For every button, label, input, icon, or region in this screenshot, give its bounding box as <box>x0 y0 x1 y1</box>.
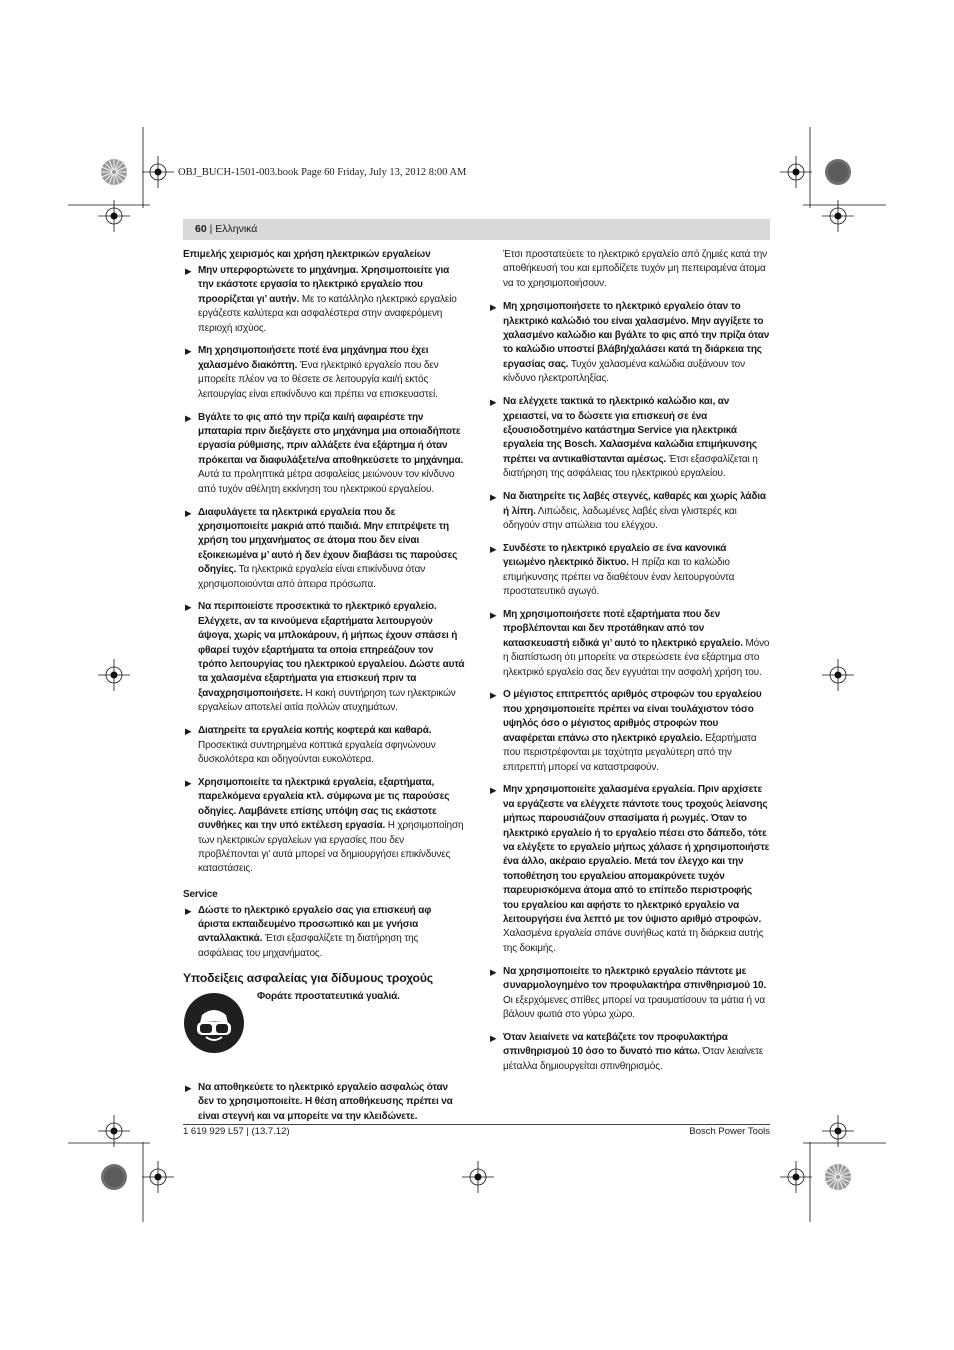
list-item <box>488 965 770 1023</box>
list-item <box>488 688 770 774</box>
bullet-icon: ▶ <box>490 492 497 503</box>
item-text: Η κακή συντήρηση των ηλεκτρικών εργαλείων αποτελεί αιτία πολλών ατυχημάτων. <box>198 687 456 714</box>
left-column <box>183 248 465 1132</box>
bullet-icon: ▶ <box>185 346 192 357</box>
page-number: 60 <box>195 223 207 235</box>
item-text: Εξαρτήματα που περιστρέφονται με ταχύτητα μεγαλύτερη από την επιτρεπτή μπορεί να καταστραφούν. <box>503 732 757 773</box>
right-column <box>488 248 770 1083</box>
bullet-icon: ▶ <box>185 602 192 613</box>
item-text: Προσεκτικά συντηρημένα κοπτικά εργαλεία σφηνώνουν δυσκολότερα και οδηγούνται ευκολότερα. <box>198 739 436 765</box>
item-text: Αυτά τα προληπτικά μέτρα ασφαλείας μειώνουν τον κίνδυνο από τυχόν αθέλητη εκκίνηση του ηλεκτρικού εργαλείου. <box>198 469 455 495</box>
safety-goggles-icon <box>184 993 244 1053</box>
item-text: Η χρησιμοποίηση των ηλεκτρικών εργαλείων για εργασίες που δεν προβλέπονται γι’ αυτά μπορεί να δημιουργήσει επικίνδυνες καταστάσεις. <box>198 820 464 875</box>
header-bar <box>183 219 770 240</box>
item-bold: Χρησιμοποιείτε τα ηλεκτρικά εργαλεία, εξαρτήματα, παρελκόμενα εργαλεία κτλ. σύμφωνα με τις παρούσες οδηγίες. Λαμβάνετε επίσης υπόψη σας τις εκάστοτε συνθήκες και την υπό εκτέλεση εργασία. <box>198 776 450 832</box>
item-bold: Ο μέγιστος επιτρεπτός αριθμός στροφών του εργαλείου που χρησιμοποιείτε πρέπει να είναι τουλάχιστον τόσο υψηλός όσο ο μέγιστος αριθμός στροφών που αναφέρεται επάνω στο ηλεκτρικό εργαλείο. <box>503 689 762 744</box>
item-bold: Να χρησιμοποιείτε το ηλεκτρικό εργαλείο πάντοτε με συναρμολογημένο τον προφυλακτήρα σπινθηρισμού 10. <box>503 965 767 992</box>
service-title: Service <box>183 888 218 900</box>
item-bold: Διαφυλάγετε τα ηλεκτρικά εργαλεία που δε χρησιμοποιείτε μακριά από παιδιά. Μην επιτρέψετε τη χρήση του μηχανήματος σε άτομα που δεν είναι εξοικειωμένα μ’ αυτό ή δεν έχουν διαβάσει τις παρούσες οδηγίες. <box>198 506 458 576</box>
item-bold: Μη χρησιμοποιήσετε ποτέ ένα μηχάνημα που έχει χαλασμένο διακόπτη. <box>198 345 429 371</box>
list-item <box>488 542 770 600</box>
item-text: Ένα ηλεκτρικό εργαλείο που δεν μπορείτε πλέον να το θέσετε σε λειτουργία και/ή εκτός λειτουργίας είναι επικίνδυνο και πρέπει να επισκευαστεί. <box>198 359 439 400</box>
bullet-icon: ▶ <box>490 690 497 701</box>
header-separator: | <box>206 223 216 235</box>
bullet-icon: ▶ <box>185 507 192 518</box>
list-item <box>488 300 770 386</box>
list-item <box>488 395 770 481</box>
list-item <box>183 600 465 715</box>
bullet-icon: ▶ <box>185 777 192 788</box>
item-bold: Να αποθηκεύετε το ηλεκτρικό εργαλείο ασφαλώς όταν δεν το χρησιμοποιείτε. Η θέση αποθήκευσης πρέπει να είναι στεγνή και να μπορείτε να την κλειδώνετε. <box>198 1081 453 1122</box>
item-text: Μόνο η διαπίστωση ότι μπορείτε να στερεώσετε ένα εξάρτημα στο ηλεκτρικό εργαλείο σας δεν εγγυάται την ασφαλή χρήση του. <box>503 637 770 678</box>
list-item <box>183 904 465 962</box>
item-text: Έτσι εξασφαλίζεται η διατήρηση της ασφάλειας του ηλεκτρικού εργαλείου. <box>503 453 758 480</box>
bullet-icon: ▶ <box>490 609 497 620</box>
bullet-icon: ▶ <box>185 265 192 276</box>
item-bold: Μη χρησιμοποιήσετε ποτέ εξαρτήματα που δεν προβλέπονται και δεν προτάθηκαν από τον κατασκευαστή ειδικά γι’ αυτό το ηλεκτρικό εργαλείο. <box>503 608 743 649</box>
list-item <box>488 1031 770 1074</box>
item-bold: Μη χρησιμοποιήσετε το ηλεκτρικό εργαλείο όταν το ηλεκτρικό καλώδιό του είναι χαλασμένο. Μην αγγίξετε το χαλασμένο καλώδιο και βγάλτε το φις από την πρίζα όταν το καλώδιο υποστεί βλάβη/χαλάσει κατά τη διάρκεια της εργασίας σας. <box>503 301 770 370</box>
bullet-icon: ▶ <box>185 905 192 916</box>
item-text: Με το κατάλληλο ηλεκτρικό εργαλείο εργάζεστε καλύτερα και ασφαλέστερα στην αναφερόμενη περιοχή ισχύος. <box>198 293 457 334</box>
footer-rule <box>183 1124 770 1125</box>
bullet-icon: ▶ <box>490 302 497 313</box>
print-info: OBJ_BUCH-1501-003.book Page 60 Friday, July 13, 2012 8:00 AM <box>178 167 467 178</box>
item-text: Χαλασμένα εργαλεία σπάνε συνήθως κατά τη διάρκεια αυτής της δοκιμής. <box>503 928 764 954</box>
item-bold: Να περιποιείστε προσεκτικά το ηλεκτρικό εργαλείο. Ελέγχετε, αν τα κινούμενα εξαρτήματα λειτουργούν άψογα, χωρίς να μπλοκάρουν, ή μήπως έχουν σπάσει ή φθαρεί τυχόν εξαρτήματα τα οποία επηρεάζουν τον τρόπο λειτουργίας του ηλεκτρικού εργαλείου. Δώστε αυτά τα χαλασμένα εξαρτήματα για επισκευή πριν τα ξαναχρησιμοποιήσετε. <box>198 601 465 699</box>
item-bold: Δώστε το ηλεκτρικό εργαλείο σας για επισκευή αφ άριστα εκπαιδευμένο προσωπικό και με γνήσια ανταλλακτικά. <box>198 904 432 945</box>
item-bold: Μην υπερφορτώνετε το μηχάνημα. Χρησιμοποιείτε για την εκάστοτε εργασία το ηλεκτρικό εργαλείο που προορίζεται γι’ αυτήν. <box>198 264 450 305</box>
item-text: Όταν λειαίνετε μέταλλα δημιουργείται σπινθηρισμός. <box>503 1046 764 1072</box>
item-bold: Να ελέγχετε τακτικά το ηλεκτρικό καλώδιο και, αν χρειαστεί, να το δώσετε για επισκευή σε ένα εξουσιοδοτημένο κατάστημα Service για ηλεκτρικά εργαλεία της Bosch. Χαλασμένα καλώδια επιμήκυνσης πρέπει να αντικαθίστανται αμέσως. <box>503 396 757 465</box>
bullet-icon: ▶ <box>185 412 192 423</box>
bullet-icon: ▶ <box>490 397 497 408</box>
safety-heading: Υποδείξεις ασφαλείας για δίδυμους τροχούς <box>183 971 433 986</box>
bullet-icon: ▶ <box>185 1082 192 1093</box>
bullet-icon: ▶ <box>490 1032 497 1043</box>
continuation-text: Έτσι προστατεύετε το ηλεκτρικό εργαλείο από ζημιές κατά την αποθήκευσή του και εμποδίζετε τυχόν μη πεπειραμένα άτομα να το χρησιμοποιήσουν. <box>503 249 767 289</box>
item-bold: Όταν λειαίνετε να κατεβάζετε τον προφυλακτήρα σπινθηρισμού 10 όσο το δυνατό πιο κάτω. <box>503 1031 728 1058</box>
bullet-icon: ▶ <box>490 785 497 796</box>
list-item <box>183 776 465 877</box>
list-item <box>183 411 465 497</box>
item-bold: Συνδέστε το ηλεκτρικό εργαλείο σε ένα κανονικά γειωμένο ηλεκτρικό δίκτυο. <box>503 542 727 569</box>
page-header <box>195 223 257 235</box>
list-item <box>183 724 465 767</box>
item-text: Έτσι εξασφαλίζετε τη διατήρηση της ασφάλειας του μηχανήματος. <box>198 933 419 959</box>
footer-brand: Bosch Power Tools <box>689 1126 770 1137</box>
list-item <box>488 783 770 956</box>
list-item <box>183 344 465 402</box>
item-text: Τα ηλεκτρικά εργαλεία είναι επικίνδυνα όταν χρησιμοποιούνται από άπειρα πρόσωπα. <box>198 564 426 590</box>
goggles-text: Φοράτε προστατευτικά γυαλιά. <box>257 990 400 1002</box>
list-item <box>183 1081 465 1124</box>
item-text: Τυχόν χαλασμένα καλώδια αυξάνουν τον κίνδυνο ηλεκτροπληξίας. <box>503 358 745 385</box>
list-item <box>488 608 770 680</box>
item-text: Η πρίζα και το καλώδιο επιμήκυνσης πρέπει να διαθέτουν έναν λειτουργούντα προστατευτικό αγωγό. <box>503 557 735 598</box>
item-bold: Να διατηρείτε τις λαβές στεγνές, καθαρές και χωρίς λάδια ή λίπη. <box>503 491 766 517</box>
goggles-notice <box>183 990 465 1078</box>
item-bold: Βγάλτε το φις από την πρίζα και/ή αφαιρέστε την μπαταρία πριν διεξάγετε στο μηχάνημα μια οποιαδήποτε εργασία ρύθμισης, πριν αλλάξετε ένα εξάρτημα ή όταν πρόκειται να διαφυλάξετε/να αποθηκεύσετε το μηχάνημα. <box>198 411 464 466</box>
item-bold: Μην χρησιμοποιείτε χαλασμένα εργαλεία. Πριν αρχίσετε να εργάζεστε να ελέγχετε πάντοτε τους τροχούς λείανσης μήπως παρουσιάζουν σπασίματα ή ρωγμές. Όταν το ηλεκτρικό εργαλείο ή το εργαλείο πέσει στο δάπεδο, τότε να ελέγξετε το εργαλείο μήπως χάλασε ή χρησιμοποιήστε ένα άλλο, ακέραιο εργαλείο. Μετά τον έλεγχο και την τοποθέτηση του εργαλείου απομακρύνετε τυχόν παρευρισκόμενα άτομα από το επίπεδο περιστροφής του εργαλείου και αφήστε το ηλεκτρικό εργαλείο να λειτουργήσει ένα λεπτό με τον ύψιστο αριθμό στροφών. <box>503 784 770 926</box>
list-item <box>183 264 465 336</box>
section-title: Επιμελής χειρισμός και χρήση ηλεκτρικών εργαλείων <box>183 249 431 260</box>
item-bold: Διατηρείτε τα εργαλεία κοπής κοφτερά και καθαρά. <box>198 725 432 737</box>
bullet-icon: ▶ <box>490 543 497 554</box>
item-text: Λιπώδεις, λαδωμένες λαβές είναι γλιστερές και οδηγούν στην απώλεια του ελέγχου. <box>503 505 737 531</box>
list-item <box>488 490 770 533</box>
bullet-icon: ▶ <box>490 966 497 977</box>
header-language: Ελληνικά <box>215 223 258 235</box>
list-item <box>183 506 465 592</box>
footer-doc-number: 1 619 929 L57 | (13.7.12) <box>183 1126 290 1137</box>
bullet-icon: ▶ <box>185 726 192 737</box>
item-text: Οι εξερχόμενες σπίθες μπορεί να τραυματίσουν τα μάτια ή να βάλουν φωτιά στο γύρω χώρο. <box>503 994 766 1020</box>
